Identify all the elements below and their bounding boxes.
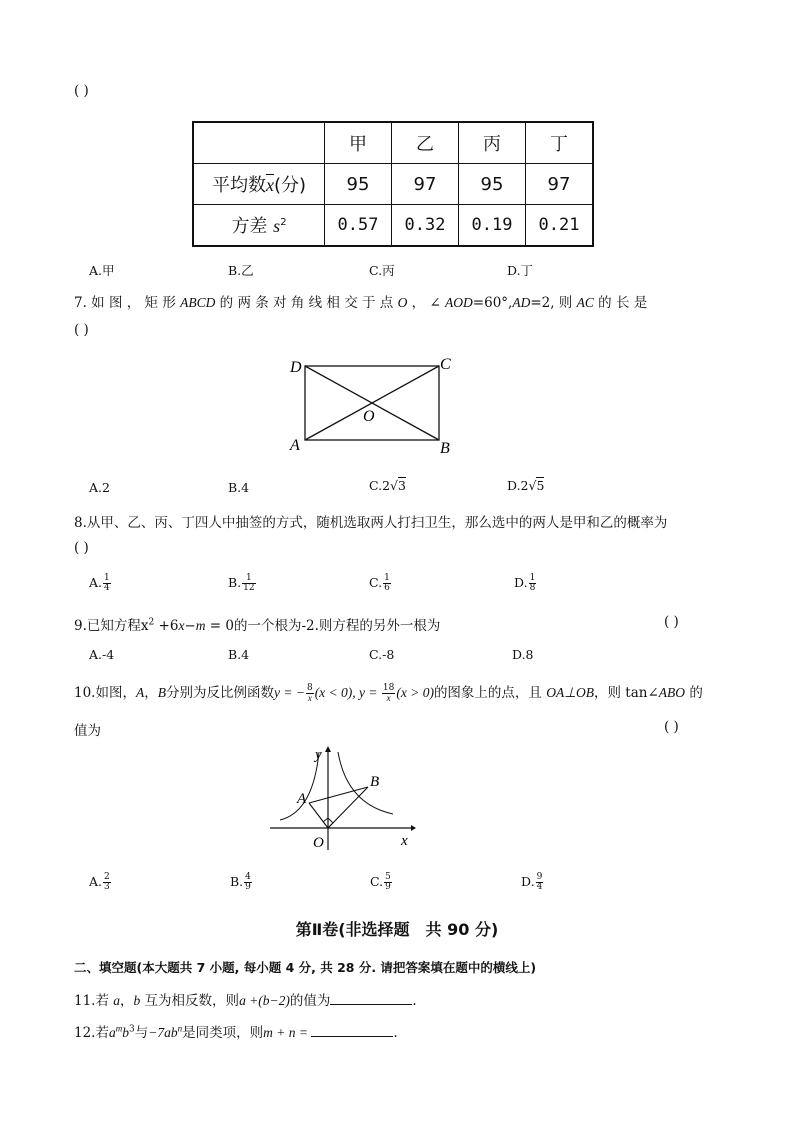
option-letter: A.: [89, 874, 103, 889]
text: 的 长 是: [593, 295, 648, 311]
variance-label-text: 方差: [231, 216, 274, 237]
numerator: 1: [242, 574, 255, 584]
text: ， ∠: [407, 295, 446, 311]
q8-option-b: [228, 574, 257, 593]
q6-option-b: B.乙: [228, 263, 254, 278]
fraction: [242, 574, 255, 593]
q7-option-c: [369, 478, 406, 493]
left-hyperbola-branch: [280, 752, 319, 820]
function-2-domain: (x > 0): [396, 685, 434, 700]
exponent: 2: [148, 617, 155, 628]
q7-option-b: B.4: [228, 480, 250, 495]
fraction: [103, 873, 111, 892]
q7-option-d: [507, 478, 544, 493]
text: ，: [120, 993, 134, 1009]
table-cell: 97: [392, 164, 459, 205]
table-header-row: [193, 122, 593, 164]
table-row-mean: [193, 164, 593, 205]
sqrt-symbol: √: [528, 478, 537, 493]
q10-question-line2: 值为: [74, 723, 101, 739]
label-c: C: [440, 356, 451, 373]
radicand: 5: [536, 478, 545, 493]
q10-option-b: [230, 873, 253, 892]
q8-option-d: [514, 574, 537, 593]
variance-variable: s: [273, 216, 281, 236]
option-letter: D.: [521, 874, 535, 889]
fraction: [536, 873, 544, 892]
expression: m + n =: [263, 1025, 312, 1040]
text: 12.若: [74, 1025, 109, 1041]
option-letter: B.: [228, 575, 242, 590]
denominator: x: [386, 693, 391, 703]
x-axis-arrow-icon: [411, 825, 416, 831]
q6-option-d: D.丁: [507, 263, 534, 278]
segment-ob: [328, 787, 368, 828]
perpendicular-condition: OA⊥OB: [546, 685, 594, 700]
text: 的 两 条 对 角 线 相 交 于 点: [215, 295, 398, 311]
text: 的值为: [289, 993, 331, 1009]
numerator: 18: [382, 683, 395, 693]
q11-question-text: [74, 989, 417, 1009]
y-axis-arrow-icon: [325, 746, 331, 752]
text: 的图象上的点，且: [433, 685, 547, 701]
radicand: 3: [398, 478, 406, 493]
var-x: x: [178, 618, 185, 633]
var-b: b: [133, 993, 141, 1008]
answer-blank[interactable]: [330, 991, 412, 1005]
q6-option-a: A.甲: [89, 263, 115, 278]
var-m: m: [195, 618, 206, 633]
option-letter: D.: [514, 575, 528, 590]
table-header-jia: 甲: [325, 122, 392, 164]
fraction: [529, 574, 537, 593]
var-ad: AD: [512, 295, 531, 310]
var-abo: ABO: [658, 685, 686, 700]
text: 10.如图，: [74, 685, 136, 701]
answer-blank[interactable]: [311, 1023, 393, 1037]
text: ，: [144, 685, 158, 701]
q10-option-d: [521, 873, 544, 892]
segment-ab: [309, 787, 368, 803]
q8-question-text: 8.从甲、乙、丙、丁四人中抽签的方式，随机选取两人打扫卫生，那么选中的两人是甲和乙的概率为: [74, 515, 668, 531]
denominator: x: [307, 693, 312, 703]
variance-exponent: 2: [280, 217, 287, 228]
numerator: 9: [536, 872, 543, 882]
expression: a +(b−2): [239, 993, 290, 1008]
label-o: O: [313, 835, 324, 851]
q9-option-d: D.8: [512, 647, 534, 662]
segment-oa: [309, 803, 328, 828]
denominator: 8: [529, 583, 536, 593]
text: 9.已知方程x: [74, 618, 149, 634]
table-row-label-variance: [193, 205, 325, 247]
q8-option-c: [369, 574, 392, 593]
table-row-variance: [193, 205, 593, 247]
fraction: [306, 684, 314, 703]
function-1-domain: (x < 0), y =: [314, 685, 381, 700]
denominator: 9: [385, 882, 391, 892]
label-x: x: [401, 833, 408, 849]
q12-question-text: [74, 1021, 398, 1041]
numerator: 1: [529, 573, 536, 583]
text: .: [412, 993, 417, 1009]
sqrt-symbol: √: [390, 478, 399, 493]
q8-option-a: [89, 574, 112, 593]
exponent: n: [177, 1023, 183, 1034]
right-hyperbola-branch: [338, 752, 393, 814]
q10-option-a: [89, 873, 112, 892]
q9-option-b: B.4: [228, 647, 250, 662]
q10-option-c: [370, 873, 393, 892]
table-cell: 0.19: [459, 205, 526, 247]
var-ac: AC: [576, 295, 594, 310]
q7-rectangle-figure: [285, 352, 460, 458]
text: −: [184, 618, 196, 634]
label-b: B: [370, 774, 380, 790]
var-abcd: ABCD: [180, 295, 216, 310]
table-cell: 0.32: [392, 205, 459, 247]
mean-variable: $\overline{x}$: [265, 175, 274, 195]
fraction: [382, 684, 395, 703]
option-letter: C.: [370, 874, 384, 889]
q10-hyperbola-figure: [265, 742, 420, 854]
q7-question-text: [74, 291, 647, 311]
text: 分别为反比例函数: [165, 685, 274, 701]
table-cell: 95: [459, 164, 526, 205]
text: 互为相反数，则: [140, 993, 240, 1009]
denominator: 4: [104, 583, 110, 593]
text: ，则 tan∠: [594, 685, 659, 701]
q7-option-a: A.2: [89, 480, 110, 495]
numerator: 8: [306, 683, 313, 693]
q6-answer-paren: ( ): [74, 83, 89, 99]
table-cell: 97: [526, 164, 594, 205]
q9-question-text: [74, 614, 440, 634]
exponent: m: [115, 1023, 123, 1034]
var-b: B: [157, 685, 166, 700]
mean-unit: (分): [273, 175, 307, 196]
q10-answer-paren: ( ): [664, 719, 679, 735]
term-1-base: a: [108, 1025, 116, 1040]
table-cell: 0.21: [526, 205, 594, 247]
text: D.2: [507, 478, 529, 493]
label-y: y: [315, 747, 322, 763]
text: 11.若: [74, 993, 114, 1009]
q9-option-a: A.-4: [89, 647, 115, 662]
table-header-bing: 丙: [459, 122, 526, 164]
exponent: 3: [128, 1024, 135, 1035]
numerator: 4: [245, 872, 251, 882]
label-d: D: [290, 359, 302, 376]
text: 与: [134, 1025, 149, 1041]
text: .: [393, 1025, 398, 1041]
label-a: A: [297, 791, 307, 807]
fraction: [244, 873, 252, 892]
text: 7. 如 图 ， 矩 形: [74, 295, 181, 311]
part2-title: 第Ⅱ卷(非选择题 共 90 分): [295, 920, 499, 939]
denominator: 4: [536, 882, 543, 892]
term-2: −7ab: [148, 1025, 178, 1040]
label-a: A: [290, 437, 300, 454]
section2-heading: 二、填空题(本大题共 7 小题, 每小题 4 分, 共 28 分. 请把答案填在题中的横线上): [74, 960, 537, 975]
denominator: 12: [243, 583, 255, 593]
option-letter: B.: [230, 874, 244, 889]
q10-question-text: [74, 681, 703, 703]
text: = 0的一个根为-2.则方程的另外一根为: [205, 618, 441, 634]
mean-label-text: 平均数: [211, 175, 266, 196]
var-a: A: [135, 685, 145, 700]
var-a: a: [113, 993, 121, 1008]
fraction: [384, 873, 392, 892]
q9-option-c: C.-8: [369, 647, 395, 662]
text: +6: [154, 618, 179, 634]
fraction: [103, 574, 111, 593]
label-b: B: [440, 440, 450, 457]
table-cell: 95: [325, 164, 392, 205]
var-o: O: [397, 295, 408, 310]
table-header-yi: 乙: [392, 122, 459, 164]
fraction: [383, 574, 391, 593]
table-header-ding: 丁: [526, 122, 594, 164]
table-row-label-mean: [193, 164, 325, 205]
numerator: 5: [385, 872, 391, 882]
q7-answer-paren: ( ): [74, 322, 89, 338]
q9-answer-paren: ( ): [664, 614, 679, 630]
text: C.2: [369, 478, 391, 493]
label-o: O: [363, 408, 375, 425]
q6-data-table: [192, 121, 594, 247]
numerator: 1: [384, 573, 390, 583]
text: 的: [685, 685, 703, 701]
q6-option-c: C.丙: [369, 263, 395, 278]
function-1-prefix: y = −: [273, 685, 305, 700]
numerator: 1: [104, 573, 110, 583]
table-corner-cell: [193, 122, 325, 164]
denominator: 9: [245, 882, 251, 892]
text: =2, 则: [530, 295, 577, 311]
text: 是同类项，则: [182, 1025, 264, 1041]
text: =60°,: [472, 295, 513, 311]
option-letter: C.: [369, 575, 383, 590]
denominator: 3: [104, 882, 110, 892]
numerator: 2: [104, 872, 110, 882]
q8-answer-paren: ( ): [74, 540, 89, 556]
term-1-base-b: b: [122, 1025, 129, 1040]
var-aod: AOD: [445, 295, 473, 310]
table-cell: 0.57: [325, 205, 392, 247]
denominator: 6: [384, 583, 390, 593]
option-letter: A.: [89, 575, 103, 590]
